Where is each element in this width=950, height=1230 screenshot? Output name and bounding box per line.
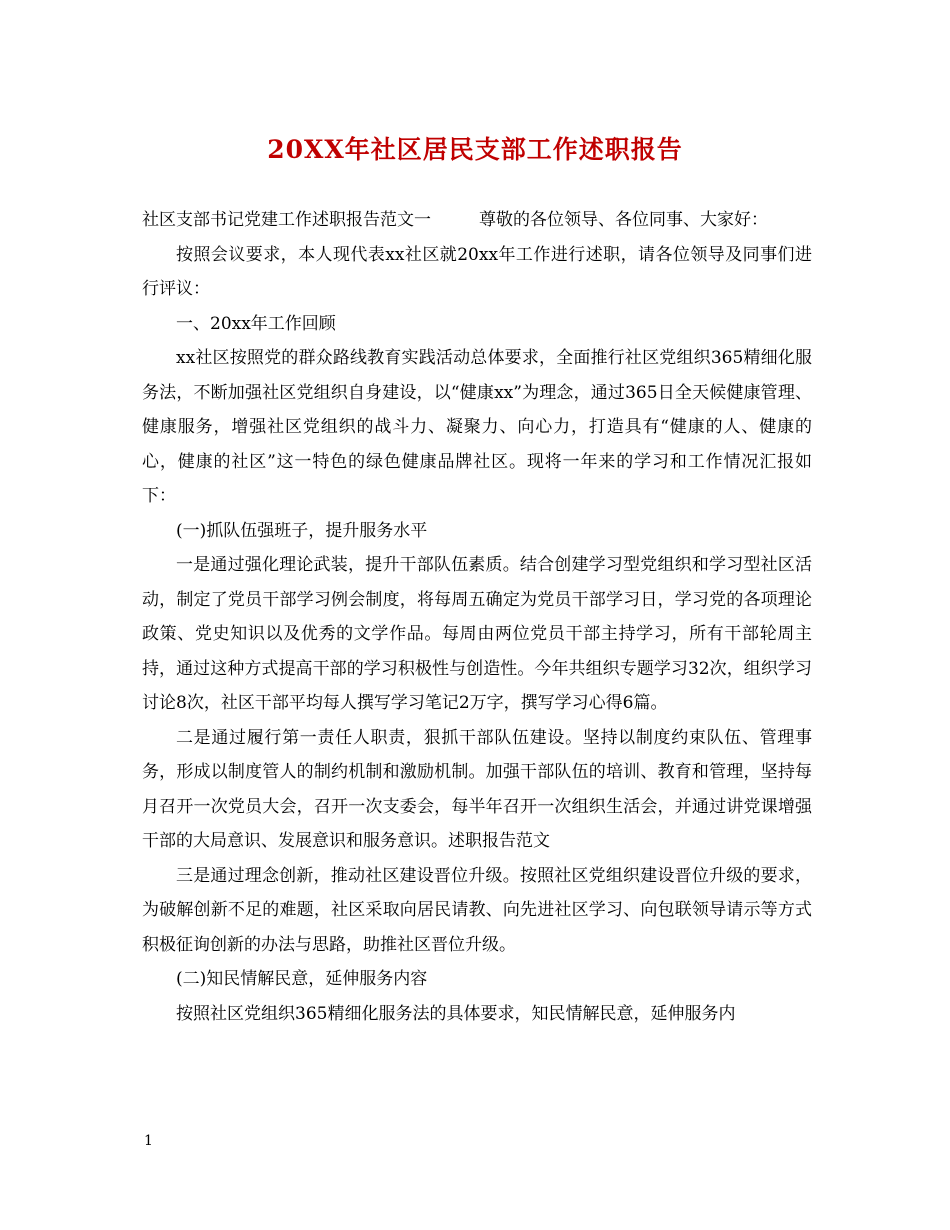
paragraph: 一是通过强化理论武装，提升干部队伍素质。结合创建学习型党组织和学习型社区活动，制定了党员干部学习例会制度，将每周五确定为党员干部学习日，学习党的各项理论政策、党史知识以及优秀的文学作品。每周由两位党员干部主持学习，所有干部轮周主持，通过这种方式提高干部的学习积极性与创造性。今年共组织专题学习32次，组织学习讨论8次，社区干部平均每人撰写学习笔记2万字，撰写学习心得6篇。 [142,555,812,713]
intro-left-text: 社区支部书记党建工作述职报告范文一 [142,210,431,230]
page-number: 1 [144,1133,153,1149]
greeting-text: 尊敬的各位领导、各位同事、大家好： [479,210,768,230]
intro-line [142,203,812,238]
subsection-heading: (二)知民情解民意，延伸服务内容 [176,969,428,989]
paragraph: 按照会议要求，本人现代表xx社区就20xx年工作进行述职，请各位领导及同事们进行评议： [142,244,812,299]
subsection-heading: (一)抓队伍强班子，提升服务水平 [176,520,428,541]
paragraph: 按照社区党组织365精细化服务法的具体要求，知民情解民意，延伸服务内 [176,1003,736,1024]
paragraph: 二是通过履行第一责任人职责，狠抓干部队伍建设。坚持以制度约束队伍、管理事务，形成以制度管人的制约机制和激励机制。加强干部队伍的培训、教育和管理，坚持每月召开一次党员大会，召开一次支委会，每半年召开一次组织生活会，并通过讲党课增强干部的大局意识、发展意识和服务意识。述职报告范文 [142,727,812,851]
document-title: 20XX年社区居民支部工作述职报告 [267,135,683,164]
document-body [142,203,812,1031]
paragraph: 三是通过理念创新，推动社区建设晋位升级。按照社区党组织建设晋位升级的要求，为破解创新不足的难题，社区采取向居民请教、向先进社区学习、向包联领导请示等方式积极征询创新的办法与思路，助推社区晋位升级。 [142,865,812,955]
section-heading: 一、20xx年工作回顾 [176,313,336,334]
paragraph: xx社区按照党的群众路线教育实践活动总体要求，全面推行社区党组织365精细化服务法，不断加强社区党组织自身建设，以“健康xx”为理念，通过365日全天候健康管理、健康服务，增强社区党组织的战斗力、凝聚力、向心力，打造具有“健康的人、健康的心，健康的社区”这一特色的绿色健康品牌社区。现将一年来的学习和工作情况汇报如下： [142,348,812,506]
